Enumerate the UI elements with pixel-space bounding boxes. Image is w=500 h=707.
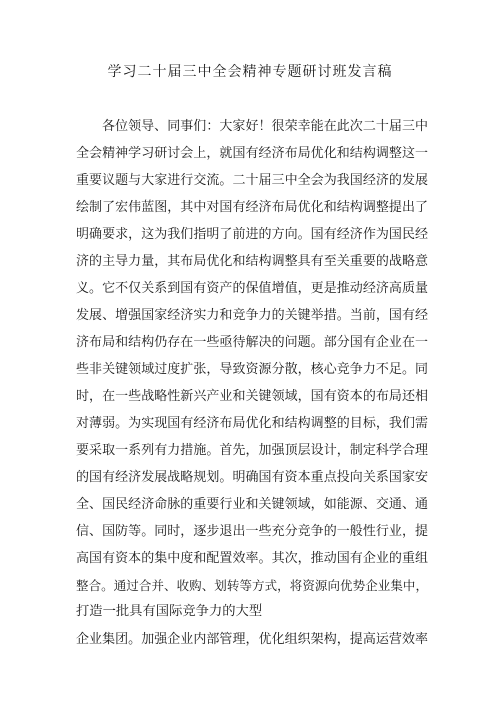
paragraph-line: 要采取一系列有力措施。首先，加强顶层设计，制定科学合理: [76, 443, 428, 458]
paragraph-line: 济布局和结构仍存在一些亟待解决的问题。部分国有企业在一: [76, 335, 428, 350]
document-title: 学习二十届三中全会精神专题研讨班发言稿: [107, 64, 393, 80]
paragraph-line: 高国有资本的集中度和配置效率。其次，推动国有企业的重组: [76, 551, 428, 566]
paragraph-line: 全会精神学习研讨会上，就国有经济布局优化和结构调整这一: [76, 146, 428, 161]
paragraph-line: 打造一批具有国际竞争力的大型: [76, 604, 263, 619]
paragraph-line: 些非关键领域过度扩张，导致资源分散，核心竞争力不足。同: [76, 362, 428, 377]
paragraph-line: 发展、增强国家经济实力和竞争力的关键举措。当前，国有经: [76, 308, 428, 323]
paragraph-line: 绘制了宏伟蓝图，其中对国有经济布局优化和结构调整提出了: [76, 200, 428, 215]
paragraph-line: 对薄弱。为实现国有经济布局优化和结构调整的目标，我们需: [76, 416, 428, 431]
paragraph-line: 义。它不仅关系到国有资产的保值增值，更是推动经济高质量: [76, 281, 428, 296]
paragraph-line: 的国有经济发展战略规划。明确国有资本重点投向关系国家安: [76, 470, 428, 485]
paragraph-line: 济的主导力量，其布局优化和结构调整具有至关重要的战略意: [76, 254, 428, 269]
paragraph-line: 全、国民经济命脉的重要行业和关键领域，如能源、交通、通: [76, 497, 428, 512]
paragraph-line: 明确要求，这为我们指明了前进的方向。国有经济作为国民经: [76, 227, 428, 242]
paragraph-line: 时，在一些战略性新兴产业和关键领域，国有资本的布局还相: [76, 389, 428, 404]
paragraph-line: 各位领导、同事们：大家好！很荣幸能在此次二十届三中: [102, 119, 428, 134]
paragraph-line: 信、国防等。同时，逐步退出一些充分竞争的一般性行业，提: [76, 524, 428, 539]
paragraph-line: 整合。通过合并、收购、划转等方式，将资源向优势企业集中，: [76, 578, 428, 593]
paragraph-line: 重要议题与大家进行交流。二十届三中全会为我国经济的发展: [76, 173, 428, 188]
paragraph-line: 企业集团。加强企业内部管理，优化组织架构，提高运营效率: [76, 632, 428, 647]
